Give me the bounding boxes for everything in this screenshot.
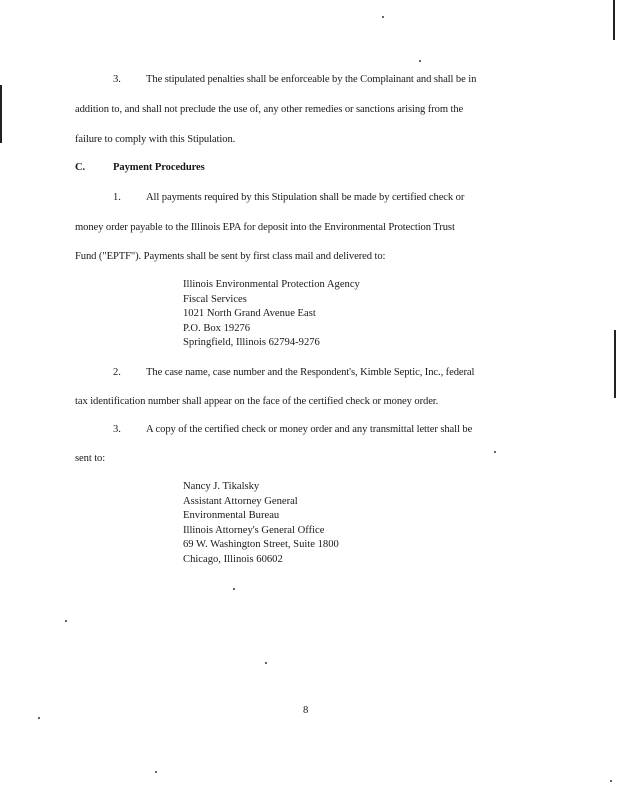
scan-speck (382, 16, 384, 18)
scan-speck (38, 717, 40, 719)
payment-para-3-line-1: A copy of the certified check or money order and any transmittal letter shall be (146, 424, 473, 435)
payment-para-2-line-2: tax identification number shall appear on the face of the certified check or money order. (75, 396, 439, 407)
payment-para-1-line-3: Fund ("EPTF"). Payments shall be sent by first class mail and delivered to: (75, 251, 386, 262)
scan-speck (265, 662, 267, 664)
paragraph-3-line-3: failure to comply with this Stipulation. (75, 134, 236, 145)
address-line: Illinois Attorney's General Office (183, 524, 325, 536)
address-line: 1021 North Grand Avenue East (183, 308, 316, 319)
address-line: 69 W. Washington Street, Suite 1800 (183, 539, 339, 550)
payment-para-1-line-1: All payments required by this Stipulation shall be made by certified check or (146, 192, 465, 203)
epa-mailing-address (183, 278, 360, 351)
attorney-general-mailing-address (183, 480, 339, 567)
paragraph-3-number: 3. (113, 74, 121, 85)
payment-para-3-line-2: sent to: (75, 453, 106, 464)
scan-speck (494, 451, 496, 453)
section-c-title: Payment Procedures (113, 162, 205, 173)
scan-speck (155, 771, 157, 773)
section-c-letter: C. (75, 162, 86, 173)
payment-para-2-line-1: The case name, case number and the Respondent's, Kimble Septic, Inc., federal (146, 367, 475, 378)
paragraph-3-line-2: addition to, and shall not preclude the use of, any other remedies or sanctions arising from the (75, 104, 464, 115)
address-line: Springfield, Illinois 62794-9276 (183, 337, 320, 348)
scan-speck (65, 620, 67, 622)
address-line: Nancy J. Tikalsky (183, 481, 260, 492)
payment-para-2-number: 2. (113, 367, 121, 378)
address-line: Fiscal Services (183, 293, 247, 305)
address-line: P.O. Box 19276 (183, 322, 251, 334)
page-number: 8 (303, 705, 309, 716)
payment-para-1-number: 1. (113, 192, 121, 203)
address-line: Assistant Attorney General (183, 495, 298, 507)
right-scan-edge-bottom (614, 330, 616, 398)
paragraph-3-line-1: The stipulated penalties shall be enforceable by the Complainant and shall be in (146, 74, 477, 85)
scan-speck (233, 588, 235, 590)
scan-speck (610, 780, 612, 782)
scan-speck (419, 60, 421, 62)
address-line: Illinois Environmental Protection Agency (183, 279, 360, 290)
address-line: Environmental Bureau (183, 510, 280, 521)
left-scan-edge (0, 85, 2, 143)
payment-para-3-number: 3. (113, 424, 121, 435)
payment-para-1-line-2: money order payable to the Illinois EPA for deposit into the Environmental Protection Trust (75, 222, 455, 233)
address-line: Chicago, Illinois 60602 (183, 553, 283, 565)
right-scan-edge-top (613, 0, 615, 40)
